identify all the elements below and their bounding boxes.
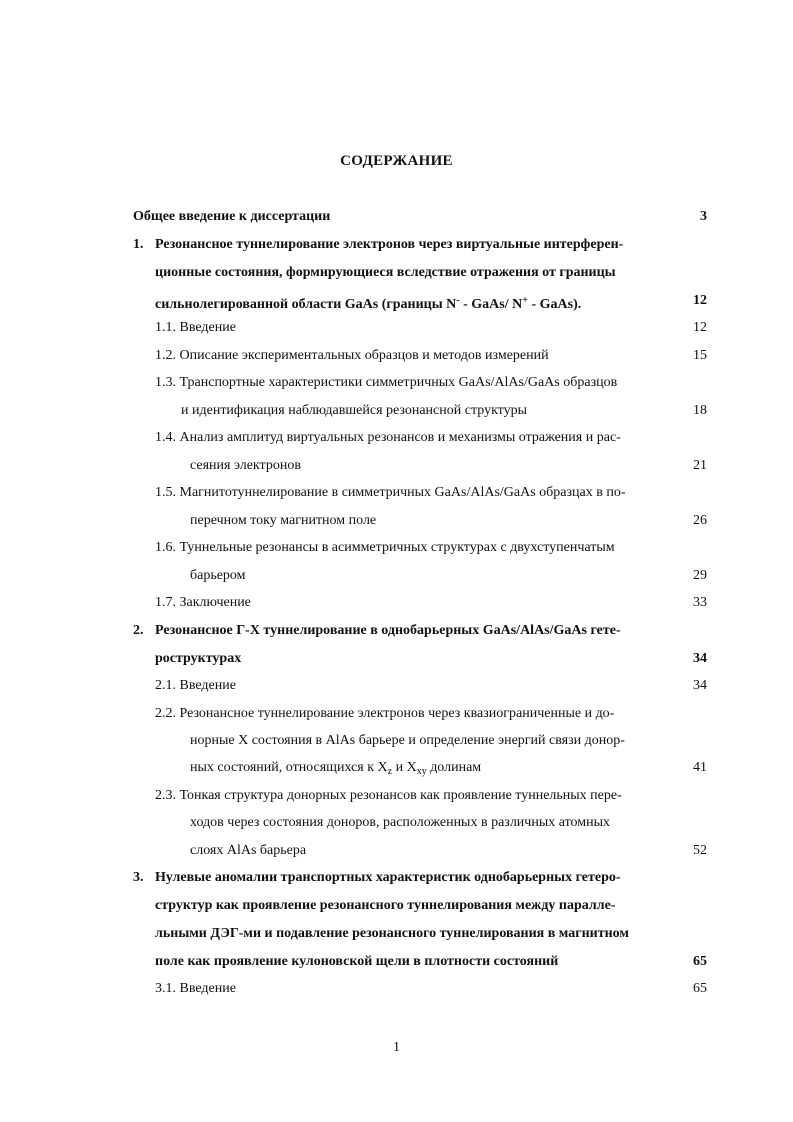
- toc-s1-1-text: 1.1. Введение: [155, 320, 236, 335]
- toc-s1-3-page: 18: [693, 403, 707, 418]
- toc-s1-2-page: 15: [693, 348, 707, 363]
- page-title: СОДЕРЖАНИЕ: [340, 153, 453, 169]
- toc-s1-3-line2: и идентификация наблюдавшейся резонансной структуры: [181, 403, 528, 418]
- toc-ch1-line3: сильнолегированной области GaAs (границы N- - GaAs/ N+ - GaAs).: [155, 295, 582, 312]
- toc-ch2-number: 2.: [133, 623, 144, 638]
- toc-s2-1-page: 34: [693, 678, 707, 693]
- toc-s3-1-page: 65: [693, 981, 707, 996]
- toc-s2-3-page: 52: [693, 843, 707, 858]
- toc-s1-5-page: 26: [693, 513, 707, 528]
- toc-s1-6-line1: 1.6. Туннельные резонансы в асимметричных структурах с двухступенчатым: [155, 540, 615, 555]
- toc-s2-2-line3: ных состояний, относящихся к $X_z$ и $X_{xy}$ долинам: [190, 760, 482, 777]
- toc-ch3-page: 65: [693, 954, 707, 969]
- toc-s2-2-line2: норные X состояния в AlAs барьере и определение энергий связи донор-: [190, 733, 625, 748]
- toc-intro-page: 3: [700, 209, 707, 224]
- toc-s1-7-text: 1.7. Заключение: [155, 595, 251, 610]
- toc-ch3-line3: льными ДЭГ-ми и подавление резонансного туннелирования в магнитном: [155, 926, 629, 941]
- toc-ch1-number: 1.: [133, 237, 144, 252]
- toc-s1-5-line2: перечном току магнитном поле: [190, 513, 377, 528]
- toc-s2-3-line2: ходов через состояния доноров, расположенных в различных атомных: [190, 815, 611, 830]
- toc-s1-4-line2: сеяния электронов: [190, 458, 301, 473]
- toc-ch2-page: 34: [693, 651, 707, 666]
- toc-ch1-line2: ционные состояния, формирующиеся вследствие отражения от границы: [155, 265, 616, 280]
- toc-ch3-line4: поле как проявление кулоновской щели в плотности состояний: [155, 954, 559, 969]
- toc-s3-1-text: 3.1. Введение: [155, 981, 236, 996]
- page-number: 1: [393, 1040, 400, 1055]
- toc-ch3-line2: структур как проявление резонансного туннелирования между паралле-: [155, 898, 616, 913]
- toc-ch2-line1: 2. Резонансное Г-X туннелирование в однобарьерных GaAs/AlAs/GaAs гете-: [133, 621, 621, 641]
- toc-s1-1-page: 12: [693, 320, 707, 335]
- toc-s2-3-line1: 2.3. Тонкая структура донорных резонансов как проявление туннельных пере-: [155, 788, 622, 803]
- toc-intro-text: Общее введение к диссертации: [133, 209, 331, 224]
- toc-s1-6-page: 29: [693, 568, 707, 583]
- toc-s2-2-page: 41: [693, 760, 707, 775]
- toc-s1-4-line1: 1.4. Анализ амплитуд виртуальных резонансов и механизмы отражения и рас-: [155, 430, 621, 445]
- toc-ch3-number: 3.: [133, 870, 144, 885]
- toc-s1-4-page: 21: [693, 458, 707, 473]
- toc-s1-6-line2: барьером: [190, 568, 246, 583]
- toc-ch3-line1: 3. Нулевые аномалии транспортных характеристик однобарьерных гетеро-: [133, 868, 621, 888]
- toc-s2-1-text: 2.1. Введение: [155, 678, 236, 693]
- toc-s1-7-page: 33: [693, 595, 707, 610]
- toc-ch1-page: 12: [693, 293, 707, 308]
- toc-s1-2-text: 1.2. Описание экспериментальных образцов и методов измерений: [155, 348, 549, 363]
- toc-s2-3-line3: слоях AlAs барьера: [190, 843, 307, 858]
- toc-ch2-line2: роструктурах: [155, 651, 242, 666]
- toc-s1-5-line1: 1.5. Магнитотуннелирование в симметричных GaAs/AlAs/GaAs образцах в по-: [155, 485, 626, 500]
- toc-s1-3-line1: 1.3. Транспортные характеристики симметричных GaAs/AlAs/GaAs образцов: [155, 375, 618, 390]
- toc-s2-2-line1: 2.2. Резонансное туннелирование электронов через квазиограниченные и до-: [155, 706, 615, 721]
- toc-ch1-line1: 1. Резонансное туннелирование электронов через виртуальные интерферен-: [133, 235, 623, 255]
